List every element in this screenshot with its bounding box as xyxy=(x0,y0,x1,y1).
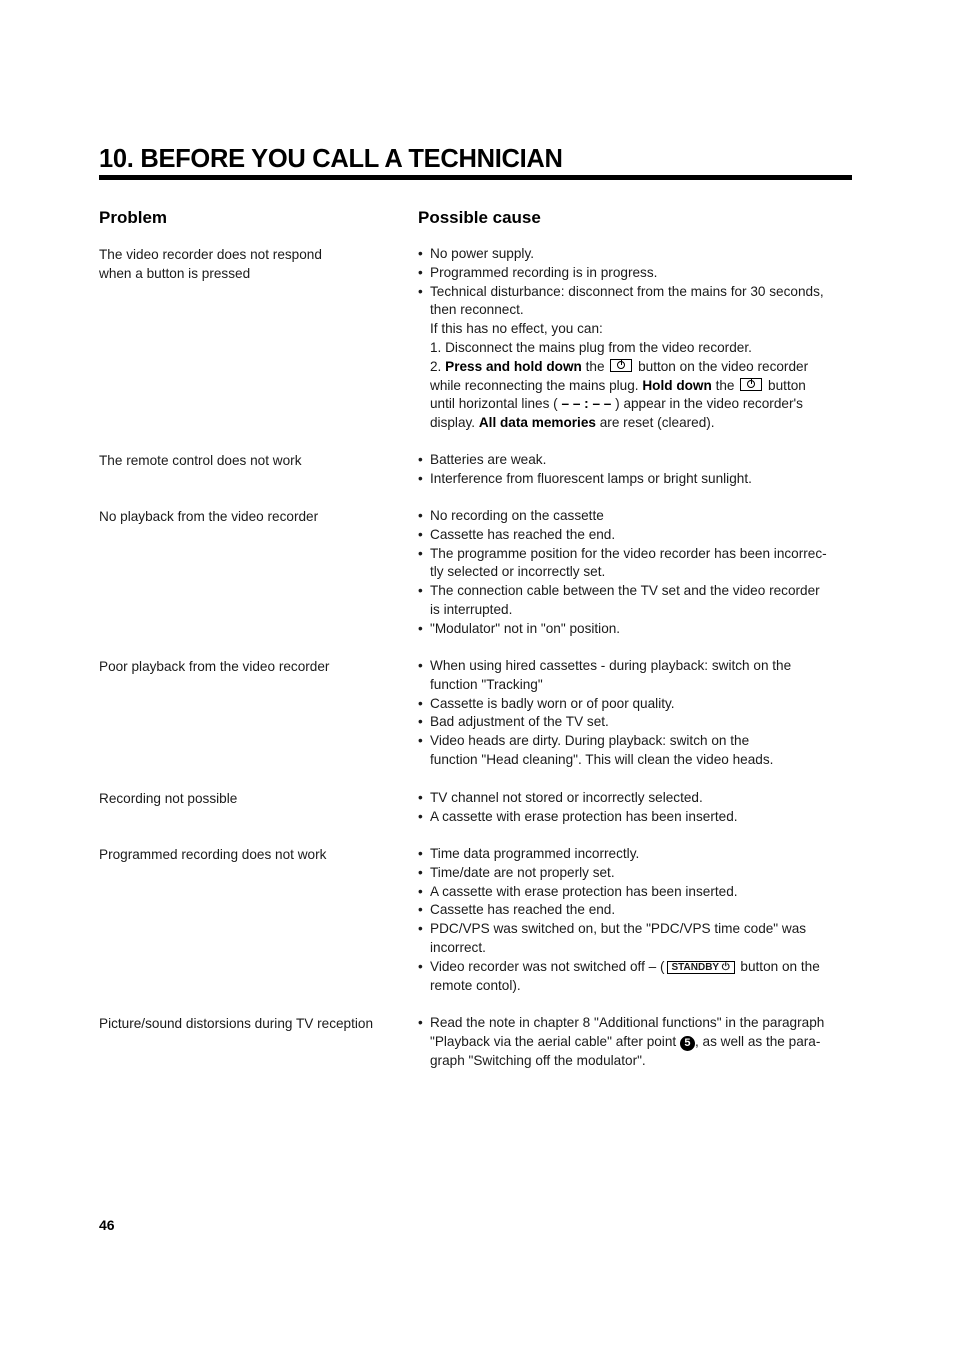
cause-item: • Programmed recording is in progress. xyxy=(418,264,658,280)
cause-item: • Interference from fluorescent lamps or bright sunlight. xyxy=(418,470,752,486)
cause-list xyxy=(418,789,858,827)
problem-text: Picture/sound distorsions during TV reception xyxy=(99,1016,374,1031)
power-icon: ⏻ xyxy=(721,961,730,973)
cause-list xyxy=(418,451,858,489)
problem-text: The video recorder does not respond when a button is pressed xyxy=(99,247,322,281)
cause-list xyxy=(418,657,858,770)
cause-item: • Video heads are dirty. During playback: switch on the function "Head cleaning". This will clean the video heads. xyxy=(418,733,774,767)
cause-item: • Technical disturbance: disconnect from the mains for 30 seconds, then reconnect. If this has no effect, you can: 1. Disconnect the mains plug from the video recorder. xyxy=(418,283,824,355)
cause-item: • Time data programmed incorrectly. xyxy=(418,846,640,861)
cause-item: • No power supply. xyxy=(418,246,535,261)
cause-item: • A cassette with erase protection has been inserted. xyxy=(418,883,738,899)
cause-list xyxy=(418,845,858,995)
problem-text: Poor playback from the video recorder xyxy=(99,659,330,674)
cause-item: • The connection cable between the TV set and the video recorder is interrupted. xyxy=(418,583,820,617)
title-rule xyxy=(99,175,852,180)
standby-button-key: STANDBY ⏻ xyxy=(667,961,735,974)
problem-text: No playback from the video recorder xyxy=(99,509,319,524)
column-heading-possible-cause: Possible cause xyxy=(418,208,541,227)
cause-item: • TV channel not stored or incorrectly selected. xyxy=(418,790,703,805)
cause-item: • Bad adjustment of the TV set. xyxy=(418,714,609,730)
cause-item: • "Modulator" not in "on" position. xyxy=(418,620,621,636)
cause-item: • A cassette with erase protection has been inserted. xyxy=(418,808,738,824)
cause-list xyxy=(418,1014,858,1070)
point-number-badge: 5 xyxy=(680,1036,695,1051)
cause-item: • Batteries are weak. xyxy=(418,452,547,467)
cause-list xyxy=(418,507,858,639)
problem-text: The remote control does not work xyxy=(99,453,302,468)
cause-item: • Cassette has reached the end. xyxy=(418,902,616,918)
cause-item: • The programme position for the video recorder has been incorrec- tly selected or incorrectly set. xyxy=(418,545,827,580)
problem-text: Programmed recording does not work xyxy=(99,847,327,862)
cause-item: • No recording on the cassette xyxy=(418,508,604,523)
cause-item: • Cassette is badly worn or of poor quality. xyxy=(418,695,675,711)
cause-item-reset-steps: 2. Press and hold down the button on the video recorder while reconnecting the mains plug. Hold down the button until horizontal lines ( – – : – – ) appear in the video recorder's display. All data memories are reset (cleared). xyxy=(430,358,809,431)
cause-list xyxy=(418,245,858,433)
cause-item: • When using hired cassettes - during playback: switch on the function "Tracking" xyxy=(418,658,792,692)
cause-item-standby: • Video recorder was not switched off – ( STANDBY ⏻ button on the remote contol). xyxy=(418,958,820,993)
column-heading-problem: Problem xyxy=(99,208,168,227)
page-title: 10. BEFORE YOU CALL A TECHNICIAN xyxy=(99,145,563,173)
power-button-icon xyxy=(610,359,632,372)
cause-item: • Time/date are not properly set. xyxy=(418,864,615,880)
cause-item: • PDC/VPS was switched on, but the "PDC/VPS time code" was incorrect. xyxy=(418,921,807,955)
cause-item: • Read the note in chapter 8 "Additional functions" in the paragraph "Playback via the aerial cable" after point 5 , as well as the para- graph "Switching off the modulator". xyxy=(418,1015,825,1068)
problem-text: Recording not possible xyxy=(99,791,238,806)
power-button-icon xyxy=(740,378,762,391)
page-number: 46 xyxy=(99,1217,115,1233)
cause-item: • Cassette has reached the end. xyxy=(418,526,616,542)
